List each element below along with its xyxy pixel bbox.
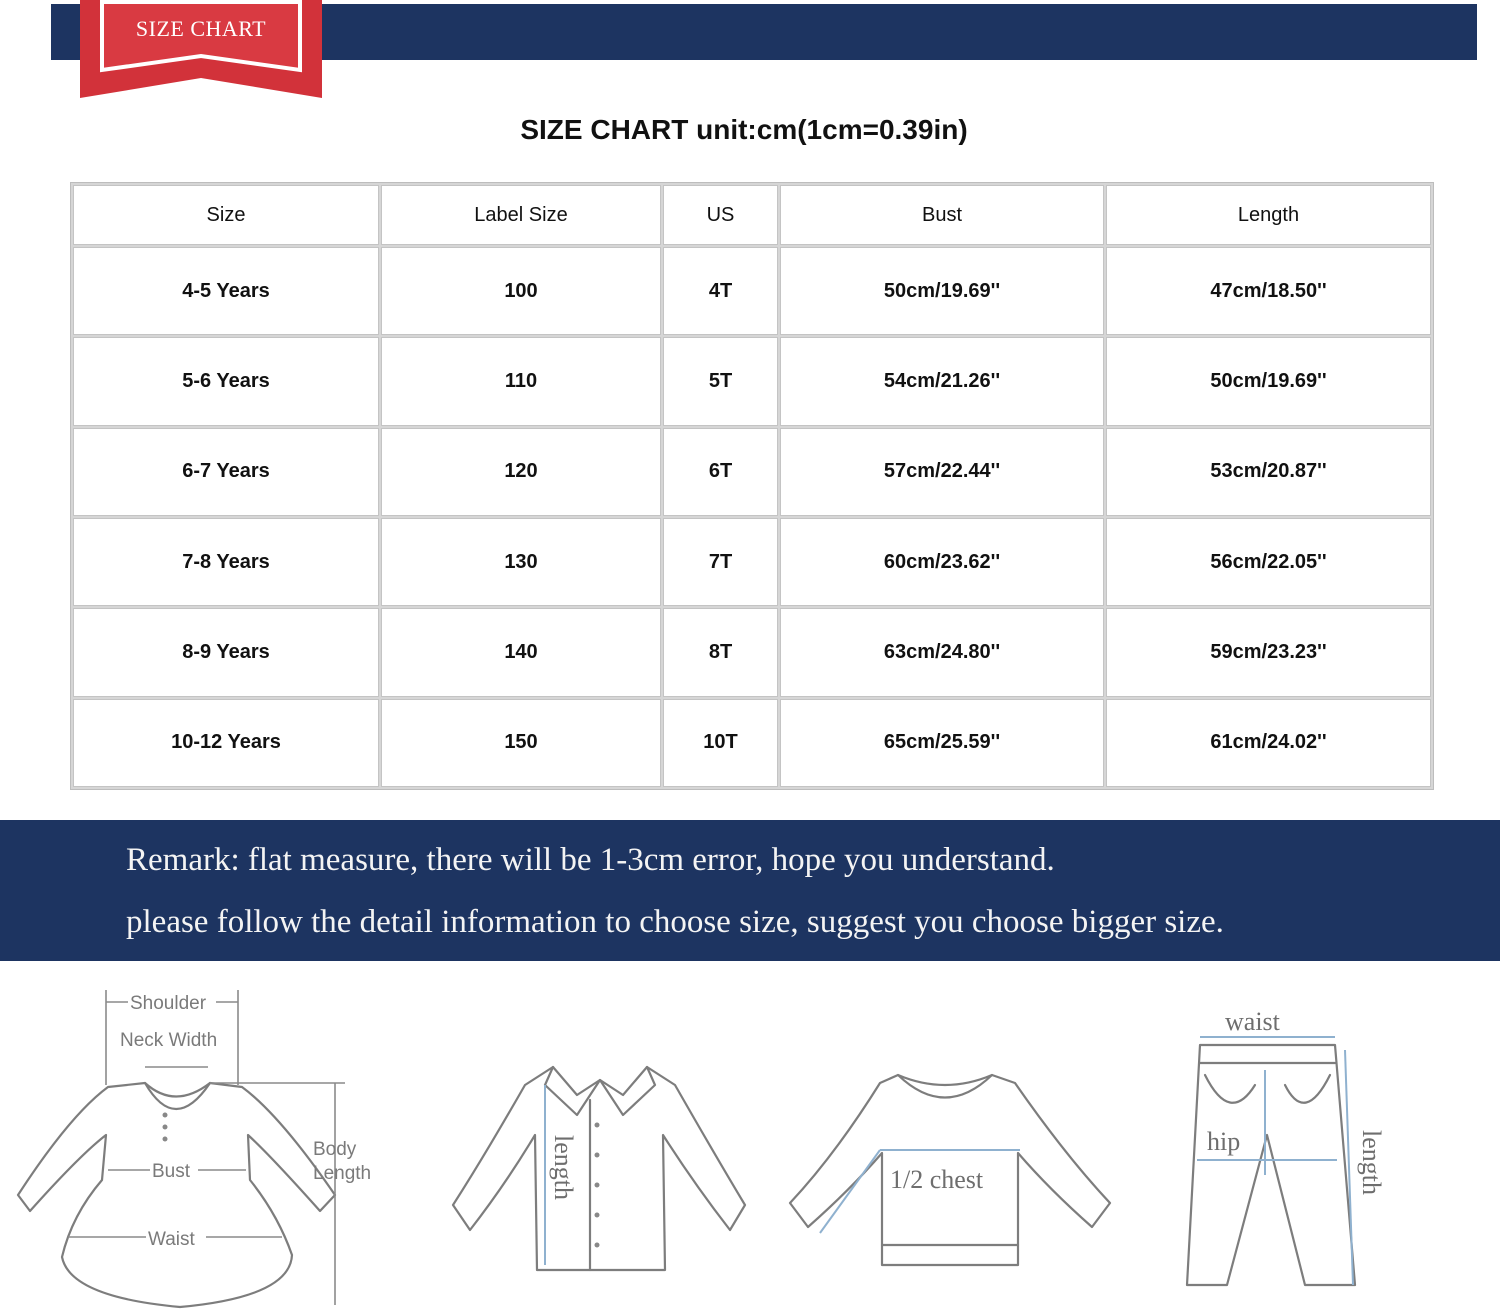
cell-bust: 54cm/21.26'' (780, 337, 1104, 425)
shirt-illustration (453, 1067, 745, 1270)
cell-us: 8T (663, 608, 778, 696)
cell-length: 53cm/20.87'' (1106, 428, 1431, 516)
label-length: Length (313, 1163, 372, 1184)
cell-size: 7-8 Years (73, 518, 379, 606)
cell-bust: 60cm/23.62'' (780, 518, 1104, 606)
header-size: Size (73, 185, 379, 245)
header-bust: Bust (780, 185, 1104, 245)
cell-size: 4-5 Years (73, 247, 379, 335)
label-pants-hip: hip (1207, 1127, 1241, 1156)
cell-length: 50cm/19.69'' (1106, 337, 1431, 425)
pants-illustration (1187, 1045, 1355, 1285)
cell-label-size: 110 (381, 337, 661, 425)
cell-length: 56cm/22.05'' (1106, 518, 1431, 606)
sweater-diagram (780, 975, 1120, 1295)
size-chart-badge (80, 0, 322, 98)
header-us: US (663, 185, 778, 245)
cell-size: 5-6 Years (73, 337, 379, 425)
cell-us: 4T (663, 247, 778, 335)
cell-label-size: 130 (381, 518, 661, 606)
cell-size: 8-9 Years (73, 608, 379, 696)
cell-length: 59cm/23.23'' (1106, 608, 1431, 696)
label-pants-length: length (1357, 1130, 1386, 1195)
label-half-chest: 1/2 chest (890, 1165, 984, 1194)
cell-label-size: 120 (381, 428, 661, 516)
table-row (73, 428, 1431, 516)
table-row (73, 337, 1431, 425)
table-row (73, 518, 1431, 606)
header-length: Length (1106, 185, 1431, 245)
label-shoulder: Shoulder (130, 993, 207, 1014)
header-label-size: Label Size (381, 185, 661, 245)
page-title: SIZE CHART unit:cm(1cm=0.39in) (520, 114, 968, 145)
remark-line-2: please follow the detail information to choose size, suggest you choose bigger size. (126, 904, 1224, 940)
badge-text: SIZE CHART (135, 16, 267, 41)
cell-bust: 50cm/19.69'' (780, 247, 1104, 335)
cell-bust: 57cm/22.44'' (780, 428, 1104, 516)
label-pants-waist: waist (1225, 1007, 1280, 1036)
label-neck-width: Neck Width (120, 1030, 218, 1051)
dress-diagram (10, 975, 400, 1315)
cell-size: 6-7 Years (73, 428, 379, 516)
cell-label-size: 100 (381, 247, 661, 335)
size-table (70, 182, 1434, 790)
cell-length: 61cm/24.02'' (1106, 699, 1431, 787)
cell-bust: 63cm/24.80'' (780, 608, 1104, 696)
table-row (73, 699, 1431, 787)
cell-bust: 65cm/25.59'' (780, 699, 1104, 787)
label-body: Body (313, 1139, 357, 1160)
cell-label-size: 150 (381, 699, 661, 787)
table-row (73, 247, 1431, 335)
cell-us: 6T (663, 428, 778, 516)
cell-length: 47cm/18.50'' (1106, 247, 1431, 335)
table-header-row (73, 185, 1431, 245)
cell-us: 7T (663, 518, 778, 606)
remark-line-1: Remark: flat measure, there will be 1-3cm error, hope you understand. (126, 842, 1055, 878)
cell-us: 10T (663, 699, 778, 787)
remark-banner (0, 820, 1500, 961)
label-bust: Bust (152, 1161, 191, 1182)
dress-illustration (18, 1083, 335, 1307)
label-waist: Waist (148, 1229, 195, 1250)
shirt-diagram (425, 975, 755, 1305)
table-row (73, 608, 1431, 696)
cell-us: 5T (663, 337, 778, 425)
cell-size: 10-12 Years (73, 699, 379, 787)
label-shirt-length: length (549, 1135, 578, 1200)
pants-diagram (1165, 975, 1415, 1295)
cell-label-size: 140 (381, 608, 661, 696)
